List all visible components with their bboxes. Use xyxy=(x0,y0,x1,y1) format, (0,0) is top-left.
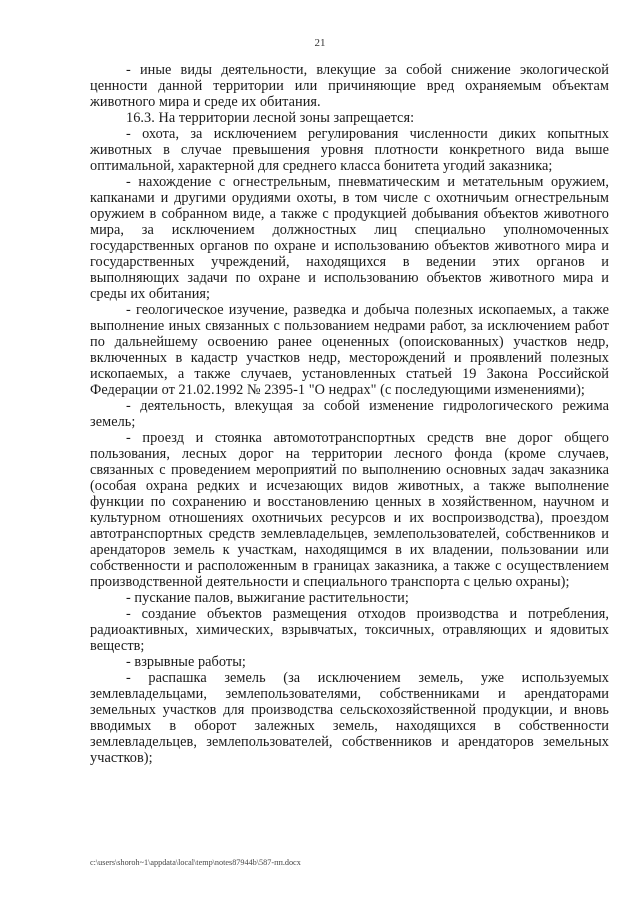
paragraph: - охота, за исключением регулирования численности диких копытных животных в случае превышения уровня плотности конкретного вида выше оптимальной, характерной для среднего класса бонитета угодий заказника; xyxy=(90,126,609,174)
paragraph: - создание объектов размещения отходов производства и потребления, радиоактивных, химических, взрывчатых, токсичных, отравляющих и ядовитых веществ; xyxy=(90,606,609,654)
page-number: 21 xyxy=(314,37,326,49)
paragraph: - деятельность, влекущая за собой изменение гидрологического режима земель; xyxy=(90,398,609,430)
paragraph: - пускание палов, выжигание растительности; xyxy=(126,590,409,606)
paragraph: - распашка земель (за исключением земель, уже используемых землевладельцами, землепользователями, собственниками и арендаторами земельных участков для производства сельскохозяйственной продукции, и вновь вводимых в оборот залежных земель, находящихся в собственности землевладельцев, землепользователей, собственников и арендаторов земельных участков); xyxy=(90,670,609,766)
footer-file-path: c:\users\shoroh~1\appdata\local\temp\notes87944b\587-пп.docx xyxy=(90,858,301,867)
paragraph: - взрывные работы; xyxy=(126,654,246,670)
section-heading: 16.3. На территории лесной зоны запрещается: xyxy=(126,110,415,126)
paragraph: - геологическое изучение, разведка и добыча полезных ископаемых, а также выполнение иных связанных с пользованием недрами работ, за исключением работ по дальнейшему освоению ранее оцененных (опоискованных) участков недр, включенных в кадастр участков недр, месторождений и проявлений полезных ископаемых, а также случаев, установленных статьей 19 Закона Российской Федерации от 21.02.1992 № 2395-1 "О недрах" (с последующими изменениями); xyxy=(90,302,609,398)
paragraph: - проезд и стоянка автомототранспортных средств вне дорог общего пользования, лесных дорог на территории лесного фонда (кроме случаев, связанных с проведением мероприятий по выполнению основных задач заказника (особая охрана редких и исчезающих видов животных, а также выполнение функции по сохранению и восстановлению ценных в хозяйственном, научном и культурном отношениях охотничьих ресурсов и их воспроизводства), проездом автотранспортных средств землевладельцев, землепользователей, собственников и арендаторов земель к участкам, находящимся в их владении, пользовании или собственности и расположенным в границах заказника, а также с осуществлением производственной деятельности и специального транспорта с целью охраны); xyxy=(90,430,609,590)
paragraph: - нахождение с огнестрельным, пневматическим и метательным оружием, капканами и другими орудиями охоты, в том числе с охотничьим огнестрельным оружием в собранном виде, а также с продукцией добывания объектов животного мира, за исключением должностных лиц специально уполномоченных государственных органов по охране и использованию объектов животного мира и государственных учреждений, находящихся в ведении этих органов и выполняющих задачи по охране и использованию объектов животного мира и среды их обитания; xyxy=(90,174,609,302)
document-body xyxy=(90,62,609,766)
paragraph: - иные виды деятельности, влекущие за собой снижение экологической ценности данной территории или причиняющие вред охраняемым объектам животного мира и среде их обитания. xyxy=(90,62,609,110)
